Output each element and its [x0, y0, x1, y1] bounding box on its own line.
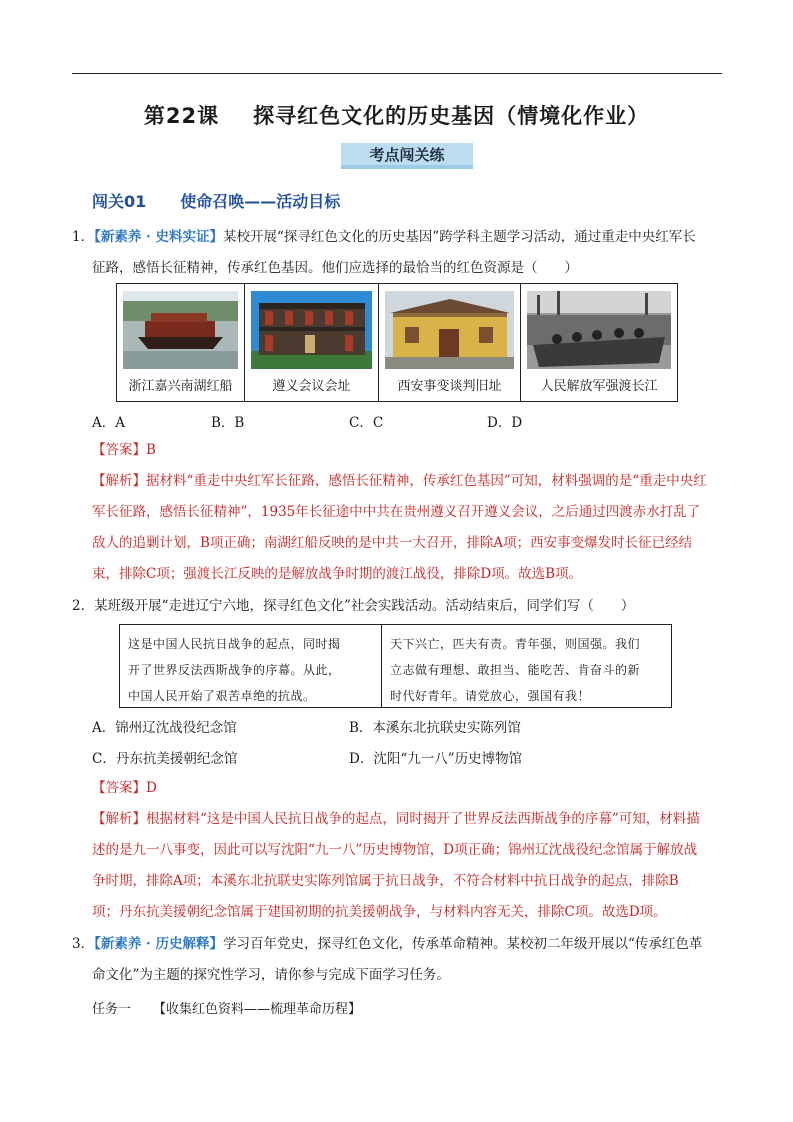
q2-quote-right-line: 立志做有理想、敢担当、能吃苦、肯奋斗的新 [390, 663, 641, 677]
q1-analysis-tag: 【解析】 [92, 473, 146, 489]
q1-line-1 [72, 227, 696, 247]
q1-tag: 【新素养 · 史料实证】 [94, 229, 223, 245]
q2-analysis-text-1: 根据材料“这是中国人民抗日战争的起点，同时揭开了世界反法西斯战争的序幕”可知，材料描 [146, 811, 700, 827]
red-boat-photo [123, 291, 238, 369]
q2-answer-tag: 【答案】 [92, 780, 146, 796]
q2-stem: 某班级开展“走进辽宁六地，探寻红色文化”社会实践活动。活动结束后，同学们写（ ） [94, 598, 635, 614]
q1-answer-tag: 【答案】 [92, 442, 146, 458]
section-label: 闯关01 [92, 192, 147, 211]
lesson-title: 探寻红色文化的历史基因（情境化作业） [253, 104, 650, 128]
image-caption-b: 遵义会议会址 [272, 379, 351, 394]
xian-site-photo [385, 291, 514, 369]
q2-quote-right [382, 625, 671, 707]
q2-analysis-line-3: 争时期，排除A项；本溪东北抗联史实陈列馆属于抗日战争，不符合材料中抗日战争的起点，排除B [92, 873, 679, 889]
image-caption-a: 浙江嘉兴南湖红船 [128, 379, 233, 394]
zunyi-site-photo [251, 291, 372, 369]
q3-task-1 [92, 998, 361, 1017]
q1-option-a[interactable]: A．A [92, 415, 125, 431]
q2-quote-box [119, 624, 672, 708]
q2-analysis-line-1 [92, 809, 700, 829]
section-badge: 考点闯关练 [341, 143, 473, 169]
q1-analysis-line-3: 敌人的追剿计划，B项正确；南湖红船反映的是中共一大召开，排除A项；西安事变爆发时长征已经结 [92, 535, 693, 551]
lesson-number: 第22课 [143, 104, 220, 128]
image-cell-b [245, 284, 379, 401]
q2-quote-left-line: 这是中国人民抗日战争的起点，同时揭 [128, 637, 341, 651]
q1-analysis-line-2: 军长征路，感悟长征精神”，1935年长征途中中共在贵州遵义召开遵义会议，之后通过四渡赤水打乱了 [92, 504, 701, 520]
q2-analysis-line-2: 述的是九一八事变，因此可以写沈阳“九一八”历史博物馆，D项正确；锦州辽沈战役纪念馆属于解放战 [92, 842, 698, 858]
q1-image-table [116, 283, 678, 402]
q1-option-d[interactable]: D．D [487, 415, 523, 431]
top-rule [72, 73, 722, 74]
q1-number: 1． [72, 229, 95, 245]
q2-quote-right-line: 时代好青年。请党放心，强国有我！ [390, 689, 591, 703]
section-heading [92, 189, 340, 212]
q1-answer [92, 440, 156, 460]
q2-quote-left [120, 625, 382, 707]
q1-analysis-text-1: 据材料“重走中央红军长征路，感悟长征精神，传承红色基因”可知，材料强调的是“重走中央红 [146, 473, 707, 489]
q1-stem-1: 某校开展“探寻红色文化的历史基因”跨学科主题学习活动，通过重走中央红军长 [222, 229, 696, 245]
q3-line-2: 命文化”为主题的探究性学习，请你参与完成下面学习任务。 [92, 967, 450, 983]
q3-number: 3． [72, 936, 95, 952]
q2-option-d[interactable]: D．沈阳“九一八”历史博物馆 [349, 751, 523, 767]
section-subtitle: 使命召唤——活动目标 [180, 192, 341, 211]
q2-option-b[interactable]: B．本溪东北抗联史实陈列馆 [349, 720, 521, 736]
image-caption-c: 西安事变谈判旧址 [397, 379, 502, 394]
river-crossing-photo [527, 291, 671, 369]
q1-analysis-line-1 [92, 471, 707, 491]
q2-quote-left-line: 中国人民开始了艰苦卓绝的抗战。 [128, 689, 316, 703]
q1-analysis-line-4: 束，排除C项；强渡长江反映的是解放战争时期的渡江战役，排除D项。故选B项。 [92, 566, 583, 582]
q2-quote-right-line: 天下兴亡，匹夫有责。青年强，则国强。我们 [390, 637, 641, 651]
q2-analysis-line-4: 项；丹东抗美援朝纪念馆属于建国初期的抗美援朝战争，与材料内容无关，排除C项。故选D项。 [92, 904, 667, 920]
q2-quote-left-line: 开了世界反法西斯战争的序幕。从此， [128, 663, 341, 677]
q1-line-2: 征路，感悟长征精神，传承红色基因。他们应选择的最恰当的红色资源是（ ） [92, 260, 578, 276]
q2-answer [92, 778, 157, 798]
q3-stem-1: 学习百年党史，探寻红色文化，传承革命精神。某校初二年级开展以“传承红色革 [222, 936, 703, 952]
q3-line-1 [72, 934, 702, 954]
image-caption-d: 人民解放军强渡长江 [540, 379, 658, 394]
q1-option-b[interactable]: B．B [211, 415, 245, 431]
q1-answer-value: B [146, 442, 156, 458]
q3-tag: 【新素养 · 历史解释】 [94, 936, 223, 952]
image-cell-d [521, 284, 677, 401]
q1-option-c[interactable]: C．C [349, 415, 384, 431]
q2-number: 2． [72, 598, 95, 614]
q2-option-a[interactable]: A．锦州辽沈战役纪念馆 [92, 720, 237, 736]
q3-task-label: 任务一 [92, 1002, 132, 1017]
q2-answer-value: D [146, 780, 157, 796]
image-cell-a [117, 284, 245, 401]
page-title [0, 100, 793, 130]
q2-line-1 [72, 596, 634, 616]
q2-option-c[interactable]: C．丹东抗美援朝纪念馆 [92, 751, 238, 767]
q3-task-title: 【收集红色资料——梳理革命历程】 [153, 1002, 362, 1017]
image-cell-c [379, 284, 521, 401]
q2-analysis-tag: 【解析】 [92, 811, 146, 827]
